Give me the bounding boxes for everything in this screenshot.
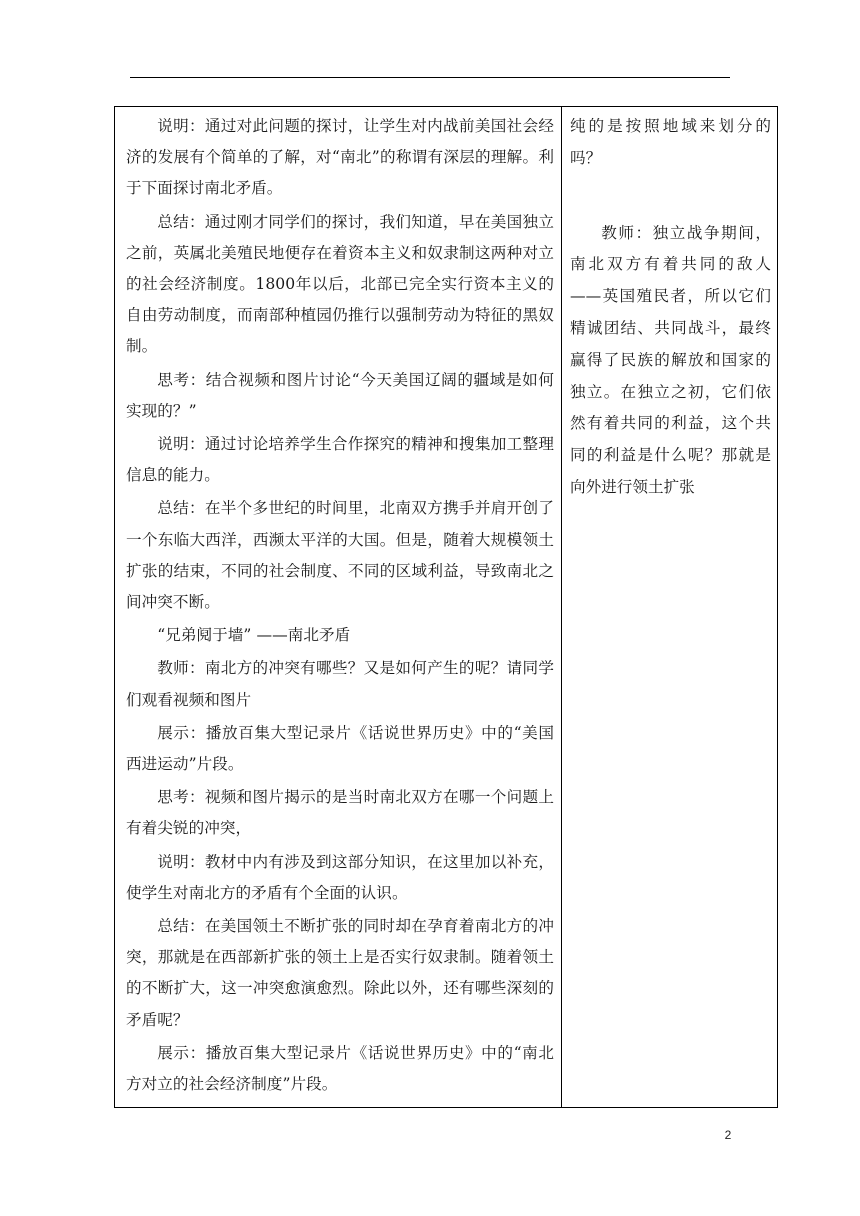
paragraph-thinking-2: 思考：视频和图片揭示的是当时南北双方在哪一个问题上有着尖锐的冲突， xyxy=(126,788,554,838)
right-spacer xyxy=(570,175,771,218)
left-column xyxy=(115,107,562,1107)
section-heading: “兄弟阋于墙” ——南北矛盾 xyxy=(157,626,351,645)
right-question-text: 纯的是按照地域来划分的吗？ xyxy=(570,117,771,167)
paragraph-summary-2: 总结：在半个多世纪的时间里，北南双方携手并肩开创了一个东临大西洋，西濒太平洋的大国。但是，随着大规模领土扩张的结束，不同的社会制度、不同的区域利益，导致南北之间冲突不断。 xyxy=(126,499,554,612)
right-teacher-text: 教师：独立战争期间，南北双方有着共同的敌人——英国殖民者，所以它们精诚团结、共同战斗，最终赢得了民族的解放和国家的独立。在独立之初，它们依然有着共同的利益，这个共同的利益是什么呢？那就是向外进行领土扩张 xyxy=(570,223,771,496)
page-number: 2 xyxy=(724,1128,732,1142)
paragraph-explanation-1: 说明：通过对此问题的探讨，让学生对内战前美国社会经济的发展有个简单的了解，对“南北”的称谓有深层的理解。利于下面探讨南北矛盾。 xyxy=(126,117,554,198)
lesson-table xyxy=(114,106,778,1108)
paragraph-display-2: 展示：播放百集大型记录片《话说世界历史》中的“南北方对立的社会经济制度”片段。 xyxy=(126,1043,554,1094)
paragraph-thinking-1: 思考：结合视频和图片讨论“今天美国辽阔的疆域是如何实现的？” xyxy=(126,370,554,420)
header-rule xyxy=(130,77,730,78)
paragraph-summary-3: 总结：在美国领土不断扩张的同时却在孕育着南北方的冲突，那就是在西部新扩张的领土上是否实行奴隶制。随着领土的不断扩大，这一冲突愈演愈烈。除此以外，还有哪些深刻的矛盾呢？ xyxy=(126,917,554,1029)
paragraph-display-1: 展示：播放百集大型记录片《话说世界历史》中的“美国西进运动”片段。 xyxy=(126,723,554,774)
right-column xyxy=(562,107,777,1107)
paragraph-explanation-2: 说明：通过讨论培养学生合作探究的精神和搜集加工整理信息的能力。 xyxy=(126,435,554,485)
paragraph-teacher-question: 教师：南北方的冲突有哪些？又是如何产生的呢？请同学们观看视频和图片 xyxy=(126,659,554,709)
paragraph-summary-1: 总结：通过刚才同学们的探讨，我们知道，早在美国独立之前，英属北美殖民地便存在着资本主义和奴隶制这两种对立的社会经济制度。1800年以后，北部已完全实行资本主义的自由劳动制度，而南部种植园仍推行以强制劳动为特征的黑奴制。 xyxy=(126,212,554,356)
paragraph-explanation-3: 说明：教材中内有涉及到这部分知识，在这里加以补充，使学生对南北方的矛盾有个全面的认识。 xyxy=(126,852,554,902)
